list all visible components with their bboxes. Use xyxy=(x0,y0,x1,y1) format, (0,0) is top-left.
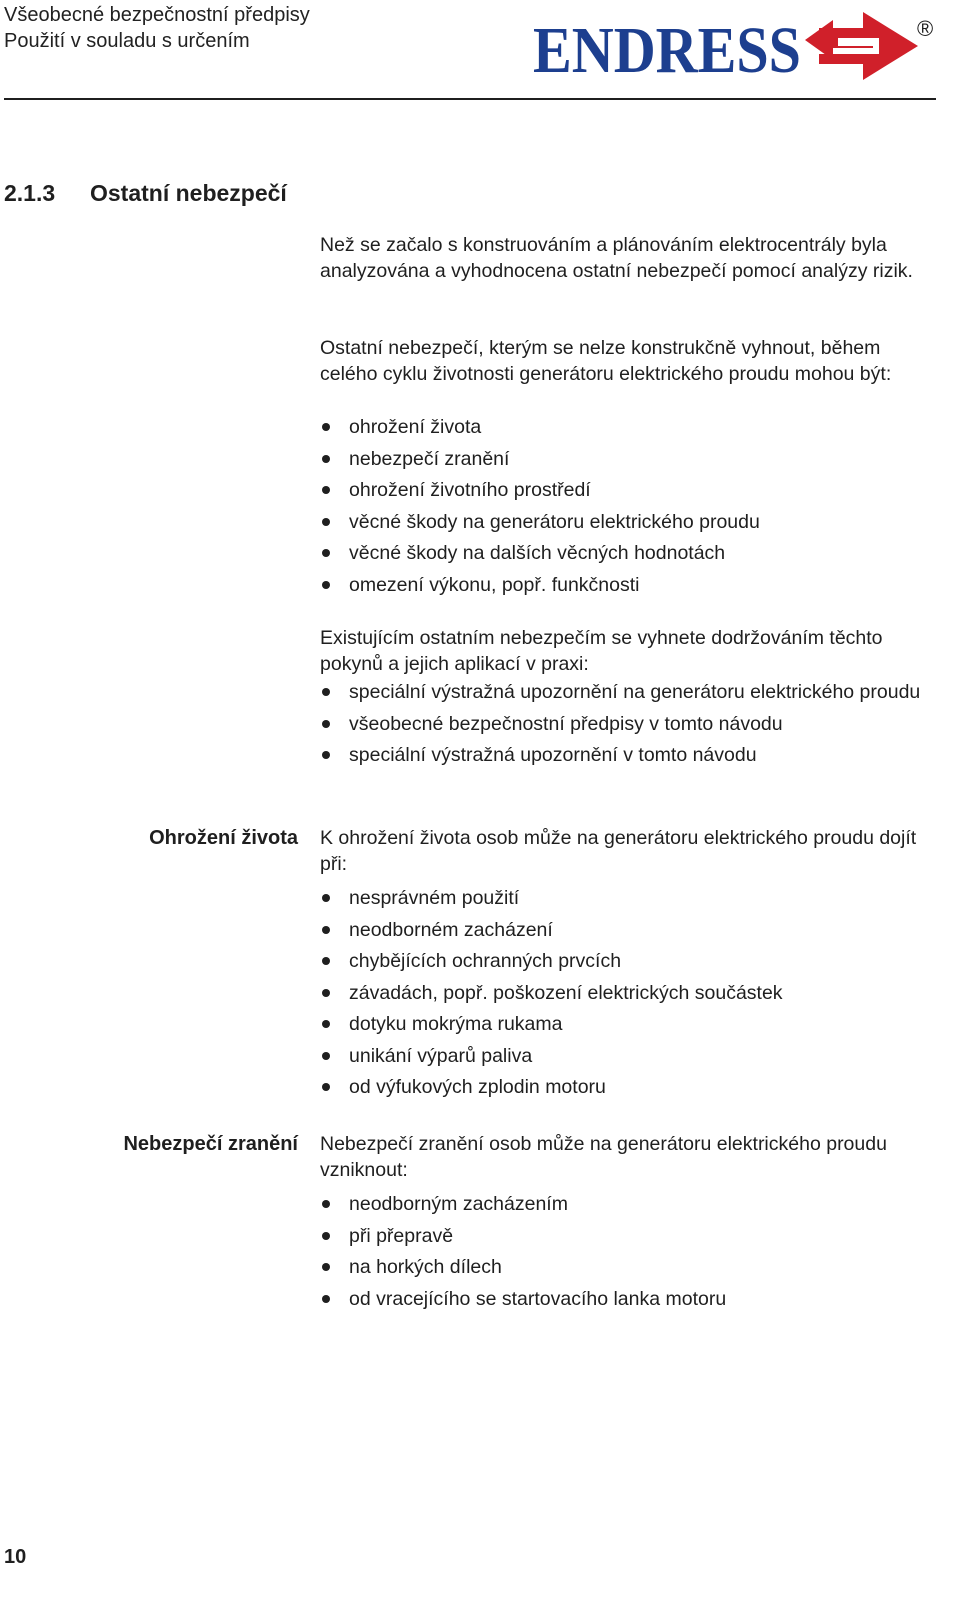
list-item: věcné škody na dalších věcných hodnotách xyxy=(320,540,940,566)
list-item: od výfukových zplodin motoru xyxy=(320,1074,940,1100)
list-item: všeobecné bezpečnostní předpisy v tomto návodu xyxy=(320,711,940,737)
logo-arrow-icon xyxy=(805,12,918,80)
danger-to-life-paragraph: K ohrožení života osob může na generátoru elektrického proudu dojít při: xyxy=(320,827,917,875)
avoidance-paragraph: Existujícím ostatním nebezpečím se vyhnete dodržováním těchto pokynů a jejich aplikací v praxi: xyxy=(320,627,883,675)
list-item: závadách, popř. poškození elektrických součástek xyxy=(320,980,940,1006)
residual-risks-paragraph: Ostatní nebezpečí, kterým se nelze konstrukčně vyhnout, během celého cyklu životnosti generátoru elektrického proudu mohou být: xyxy=(320,337,892,385)
logo-wordmark: ENDRESS xyxy=(533,14,801,82)
list-item: nebezpečí zranění xyxy=(320,446,940,472)
list-item: při přepravě xyxy=(320,1223,940,1249)
list-item: neodborným zacházením xyxy=(320,1191,940,1217)
list-item: speciální výstražná upozornění v tomto návodu xyxy=(320,742,940,768)
list-item: věcné škody na generátoru elektrického proudu xyxy=(320,509,940,535)
list-item: neodborném zacházení xyxy=(320,917,940,943)
injury-risk-paragraph: Nebezpečí zranění osob může na generátoru elektrického proudu vzniknout: xyxy=(320,1133,887,1181)
list-item: ohrožení životního prostředí xyxy=(320,477,940,503)
list-item: dotyku mokrýma rukama xyxy=(320,1011,940,1037)
list-item: od vracejícího se startovacího lanka motoru xyxy=(320,1286,940,1312)
intro-paragraph: Než se začalo s konstruováním a plánováním elektrocentrály byla analyzována a vyhodnocena ostatní nebezpečí pomocí analýzy rizik. xyxy=(320,234,913,282)
header-subchapter-title: Použití v souladu s určením xyxy=(4,30,250,52)
section-title: Ostatní nebezpečí xyxy=(90,180,287,206)
residual-risks-list xyxy=(320,414,940,603)
list-item: omezení výkonu, popř. funkčnosti xyxy=(320,572,940,598)
header-chapter-title: Všeobecné bezpečnostní předpisy xyxy=(4,4,310,26)
section-heading xyxy=(4,178,287,208)
injury-risk-label: Nebezpečí zranění xyxy=(123,1133,298,1155)
page-number: 10 xyxy=(4,1546,27,1568)
danger-to-life-label: Ohrožení života xyxy=(149,827,298,849)
endress-logo xyxy=(533,10,938,82)
list-item: na horkých dílech xyxy=(320,1254,940,1280)
list-item: ohrožení života xyxy=(320,414,940,440)
section-number: 2.1.3 xyxy=(4,180,56,206)
registered-mark-icon: ® xyxy=(917,16,934,41)
danger-to-life-list xyxy=(320,885,940,1106)
list-item: nesprávném použití xyxy=(320,885,940,911)
header-divider xyxy=(4,98,936,100)
injury-risk-list xyxy=(320,1191,940,1317)
avoidance-list xyxy=(320,679,940,774)
list-item: speciální výstražná upozornění na generátoru elektrického proudu xyxy=(320,679,940,705)
list-item: unikání výparů paliva xyxy=(320,1043,940,1069)
list-item: chybějících ochranných prvcích xyxy=(320,948,940,974)
